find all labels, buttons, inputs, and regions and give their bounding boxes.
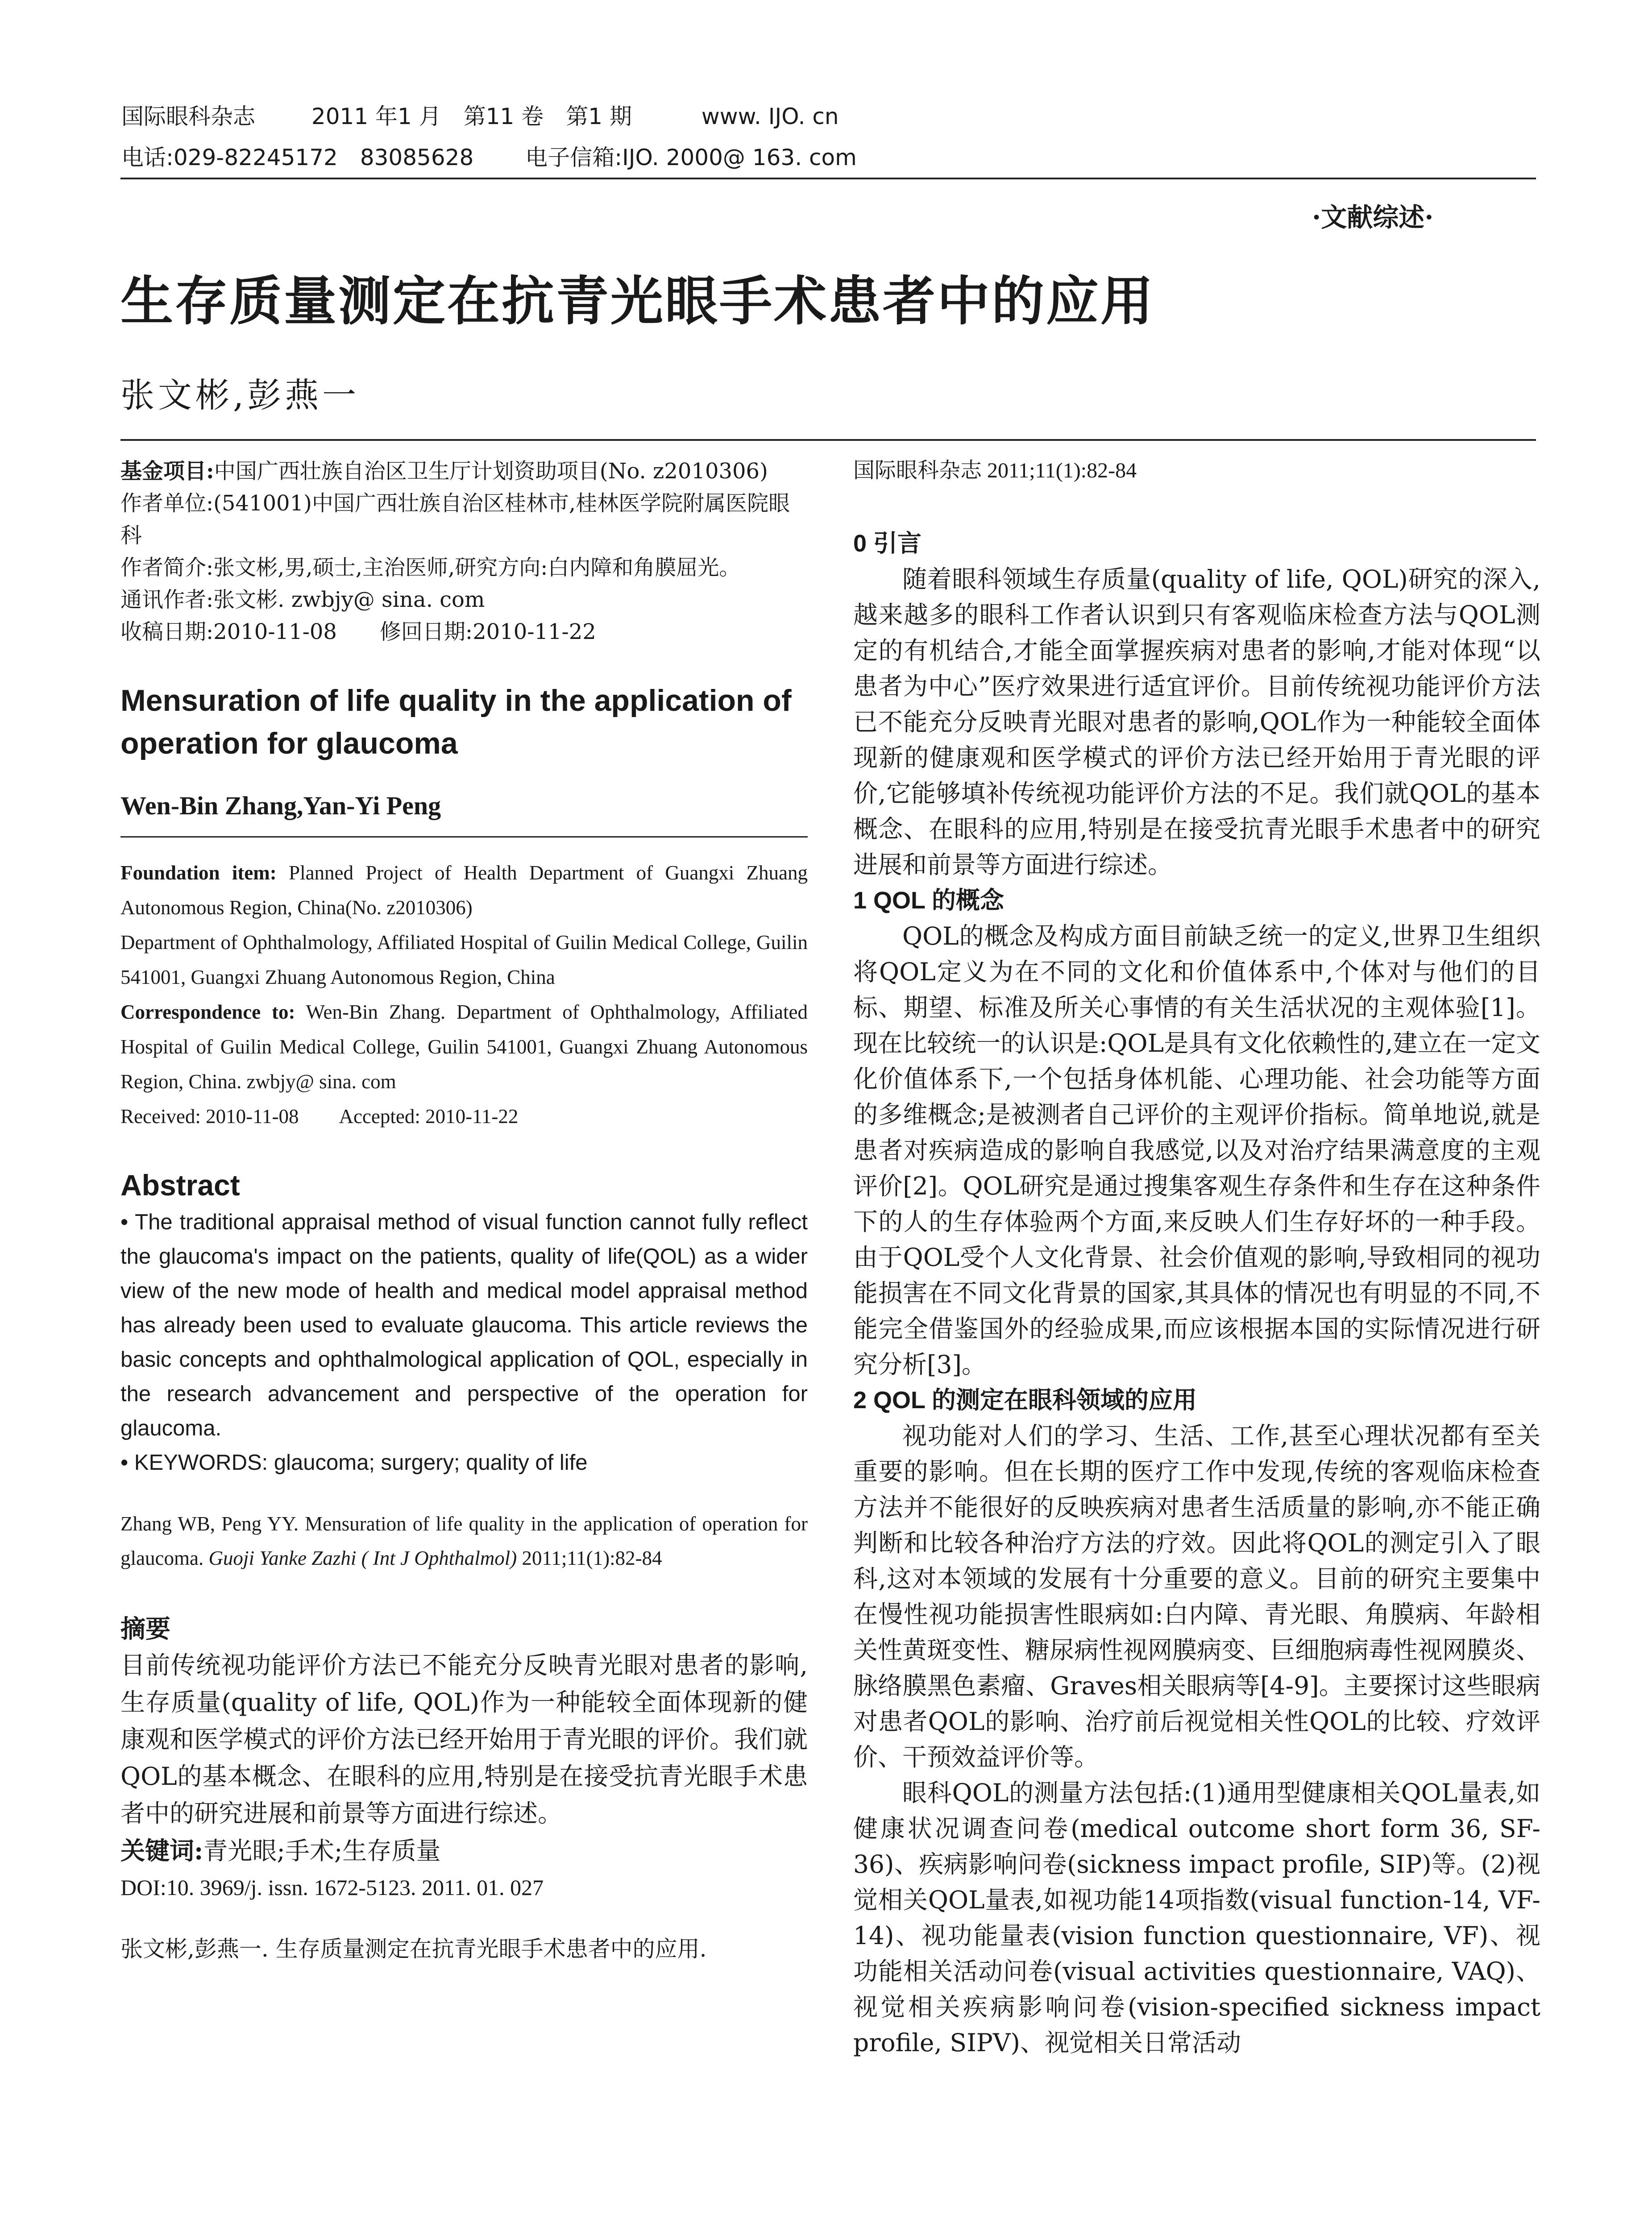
correspondence-en: Correspondence to: Wen-Bin Zhang. Department of Ophthalmology, Affiliated Hospital of Guilin Medical College, Guilin 541001, Guangxi Zhuang Autonomous Region, China. zwbjy@ sina. com	[120, 1001, 808, 1093]
keywords-cn: 关键词:青光眼;手术;生存质量	[120, 1836, 441, 1865]
citation-cn: 张文彬,彭燕一. 生存质量测定在抗青光眼手术患者中的应用.	[120, 1936, 707, 1962]
section-heading: 0 引言	[853, 530, 922, 557]
journal-phone: 电话:029-82245172 83085628	[121, 145, 474, 170]
section-heading: 2 QOL 的测定在眼科领域的应用	[853, 1387, 1197, 1414]
left-column	[120, 455, 808, 1967]
section-heading: 1 QOL 的概念	[853, 887, 1004, 914]
journal-name: 国际眼科杂志	[121, 104, 255, 129]
foundation-cn: 基金项目:中国广西壮族自治区卫生厅计划资助项目(No. z2010306)	[120, 459, 768, 484]
article-meta-cn	[120, 455, 808, 648]
english-meta	[120, 855, 808, 1134]
right-column	[853, 455, 1540, 2061]
english-title: Mensuration of life quality in the application of operation for glaucoma	[120, 684, 792, 760]
section-paragraph: QOL的概念及构成方面目前缺乏统一的定义,世界卫生组织将QOL定义为在不同的文化和价值体系中,个体对与他们的目标、期望、标准及所关心事情的有关生活状况的主观体验[1]。现在比较统一的认识是:QOL是具有文化依赖性的,建立在一定文化价值体系下,一个包括身体机能、心理功能、社会功能等方面的多维概念;是被测者自己评价的主观评价指标。简单地说,就是患者对疾病造成的影响自我感觉,以及对治疗结果满意度的主观评价[2]。QOL研究是通过搜集客观生存条件和生存在这种条件下的人的生存体验两个方面,来反映人们生存好坏的一种手段。由于QOL受个人文化背景、社会价值观的影响,导致相同的视功能损害在不同文化背景的国家,其具体的情况也有明显的不同,不能完全借鉴国外的经验成果,而应该根据本国的实际情况进行研究分析[3]。	[853, 922, 1540, 1379]
dates-cn: 收稿日期:2010-11-08 修回日期:2010-11-22	[120, 619, 596, 644]
foundation-en: Foundation item: Planned Project of Health Department of Guangxi Zhuang Autonomous Region, China(No. z2010306)	[120, 862, 808, 919]
abstract-cn-heading: 摘要	[120, 1614, 170, 1644]
section-qol-concept	[853, 883, 1540, 1382]
journal-issue: 2011 年1 月 第11 卷 第1 期	[311, 104, 632, 129]
section-paragraph: 视功能对人们的学习、生活、工作,甚至心理状况都有至关重要的影响。但在长期的医疗工作中发现,传统的客观临床检查方法并不能很好的反映疾病对患者生活质量的影响,亦不能正确判断和比较各种治疗方法的疗效。因此将QOL的测定引入了眼科,这对本领域的发展有十分重要的意义。目前的研究主要集中在慢性视功能损害性眼病如:白内障、青光眼、角膜病、年龄相关性黄斑变性、糖尿病性视网膜病变、巨细胞病毒性视网膜炎、脉络膜黑色素瘤、Graves相关眼病等[4-9]。主要探讨这些眼病对患者QOL的影响、治疗前后视觉相关性QOL的比较、疗效评价、干预效益评价等。	[853, 1422, 1541, 1771]
authors-cn: 张文彬,彭燕一	[120, 375, 360, 415]
department-en: Department of Ophthalmology, Affiliated Hospital of Guilin Medical College, Guilin 541001, Guangxi Zhuang Autonomous Region, China	[120, 931, 808, 988]
author-bio-cn: 作者简介:张文彬,男,硕士,主治医师,研究方向:白内障和角膜屈光。	[120, 555, 741, 580]
section-intro	[853, 526, 1540, 883]
affiliation-cn: 作者单位:(541001)中国广西壮族自治区桂林市,桂林医学院附属医院眼科	[120, 491, 790, 548]
journal-citation-right: 国际眼科杂志 2011;11(1):82-84	[853, 459, 1137, 482]
abstract-heading: Abstract	[120, 1169, 240, 1202]
author-rule	[120, 836, 808, 838]
section-tag: ·文献综述·	[1312, 202, 1434, 232]
section-paragraph: 随着眼科领域生存质量(quality of life, QOL)研究的深入,越来越多的眼科工作者认识到只有客观临床检查方法与QOL测定的有机结合,才能全面掌握疾病对患者的影响,才能对体现“以患者为中心”医疗效果进行适宜评价。目前传统视功能评价方法已不能充分反映青光眼对患者的影响,QOL作为一种能较全面体现新的健康观和医学模式的评价方法已经开始用于青光眼的评价,它能够填补传统视功能评价方法的不足。我们就QOL的基本概念、在眼科的应用,特别是在接受抗青光眼手术患者中的研究进展和前景等方面进行综述。	[853, 565, 1540, 879]
foundation-label: 基金项目:	[120, 459, 214, 484]
journal-email: 电子信箱:IJO. 2000@ 163. com	[525, 145, 857, 170]
journal-website: www. IJO. cn	[701, 104, 839, 129]
doi: DOI:10. 3969/j. issn. 1672-5123. 2011. 01. 027	[120, 1875, 544, 1900]
header-rule	[120, 178, 1536, 179]
title-rule	[120, 439, 1536, 441]
journal-header-line1	[121, 101, 839, 132]
abstract-text: • The traditional appraisal method of visual function cannot fully reflect the glaucoma's impact on the patients, quality of life(QOL) as a wider view of the new mode of health and medical model appraisal method has already been used to evaluate glaucoma. This article reviews the basic concepts and ophthalmological application of QOL, especially in the research advancement and perspective of the operation for glaucoma.	[120, 1210, 808, 1440]
abstract-keywords: • KEYWORDS: glaucoma; surgery; quality of life	[120, 1451, 588, 1475]
citation-en: Zhang WB, Peng YY. Mensuration of life quality in the application of operation for glaucoma. Guoji Yanke Zazhi ( Int J Ophthalmol) 2011;11(1):82-84	[120, 1513, 808, 1569]
dates-en: Received: 2010-11-08 Accepted: 2010-11-22	[120, 1105, 519, 1128]
correspondence-cn: 通讯作者:张文彬. zwbjy@ sina. com	[120, 587, 485, 612]
article-title: 生存质量测定在抗青光眼手术患者中的应用	[120, 270, 1155, 332]
section-qol-application	[853, 1382, 1540, 2061]
english-authors: Wen-Bin Zhang,Yan-Yi Peng	[120, 791, 441, 820]
abstract-cn-text: 目前传统视功能评价方法已不能充分反映青光眼对患者的影响,生存质量(quality of life, QOL)作为一种能较全面体现新的健康观和医学模式的评价方法已经开始用于青光眼的评价。我们就QOL的基本概念、在眼科的应用,特别是在接受抗青光眼手术患者中的研究进展和前景等方面进行综述。	[120, 1651, 808, 1828]
section-paragraph: 眼科QOL的测量方法包括:(1)通用型健康相关QOL量表,如健康状况调查问卷(medical outcome short form 36, SF-36)、疾病影响问卷(sickness impact profile, SIP)等。(2)视觉相关QOL量表,如视功能14项指数(visual function-14, VF-14)、视功能量表(vision function questionnaire, VF)、视功能相关活动问卷(visual activities questionnaire, VAQ)、视觉相关疾病影响问卷(vision-specified sickness impact profile, SIPV)、视觉相关日常活动	[853, 1779, 1540, 2057]
journal-header-line2	[121, 142, 857, 173]
